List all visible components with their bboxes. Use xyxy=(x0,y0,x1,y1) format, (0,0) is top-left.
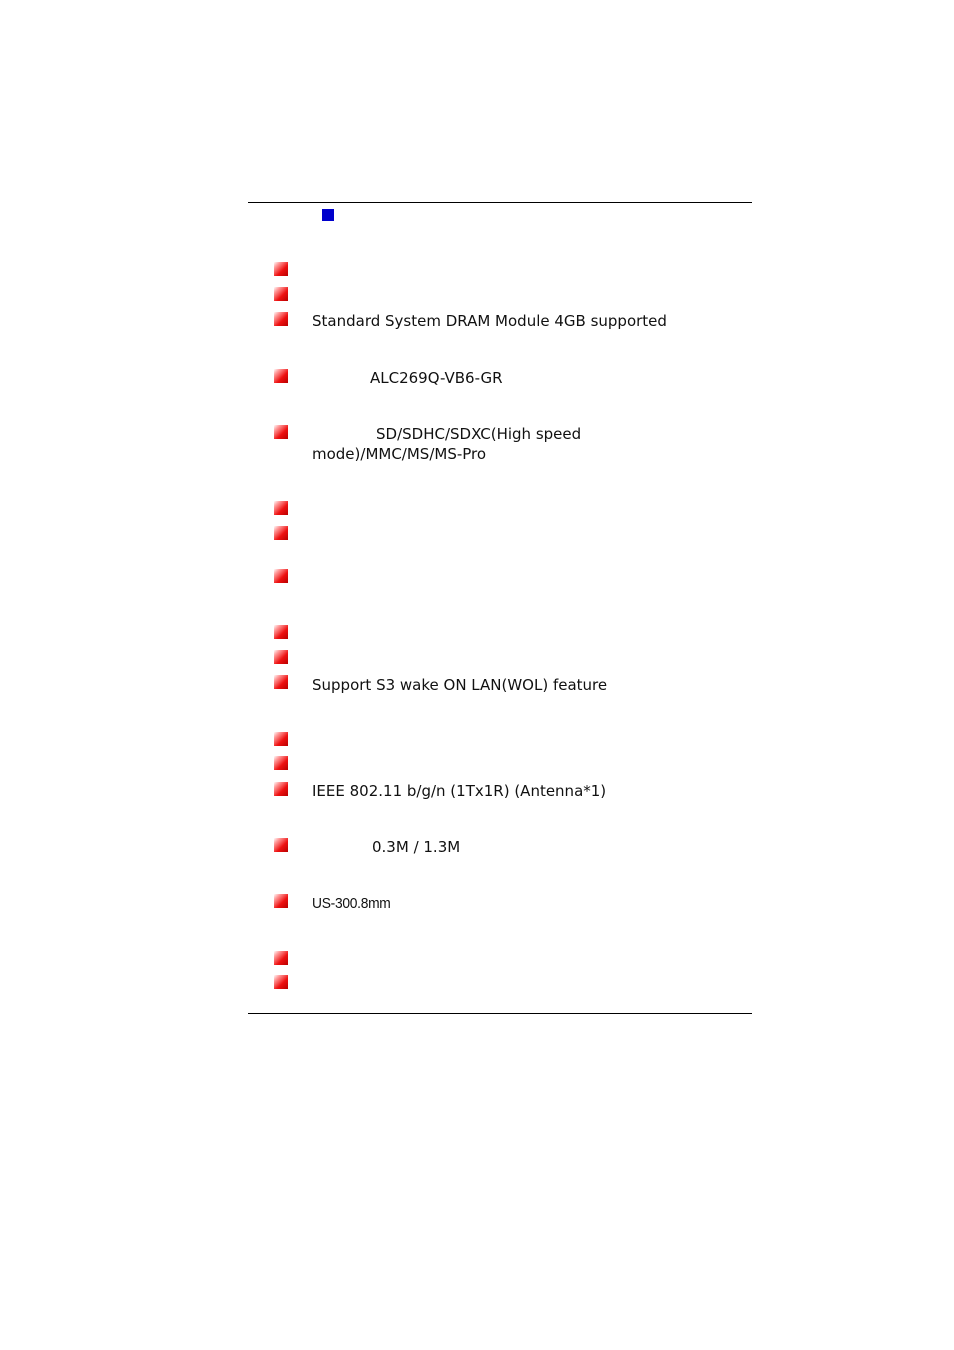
bullet-icon xyxy=(274,975,288,989)
list-item-text: SD/SDHC/SDXC(High speed xyxy=(376,425,582,443)
section-marker-icon xyxy=(322,209,334,221)
bullet-icon xyxy=(274,312,288,326)
list-item-text: Support S3 wake ON LAN(WOL) feature xyxy=(312,676,608,694)
list-item-text: US-300.8mm xyxy=(312,895,391,912)
bullet-icon xyxy=(274,425,288,439)
list-item-text: ALC269Q-VB6-GR xyxy=(370,369,503,387)
bullet-icon xyxy=(274,369,288,383)
bullet-icon xyxy=(274,501,288,515)
bullet-icon xyxy=(274,756,288,770)
bullet-icon xyxy=(274,625,288,639)
bullet-icon xyxy=(274,838,288,852)
bullet-icon xyxy=(274,569,288,583)
list-item-text: Standard System DRAM Module 4GB supported xyxy=(312,312,667,330)
bullet-icon xyxy=(274,675,288,689)
bullet-icon xyxy=(274,650,288,664)
list-item-text: mode)/MMC/MS/MS-Pro xyxy=(312,445,487,463)
bullet-icon xyxy=(274,526,288,540)
bullet-icon xyxy=(274,951,288,965)
list-item-text: IEEE 802.11 b/g/n (1Tx1R) (Antenna*1) xyxy=(312,782,607,800)
bullet-icon xyxy=(274,287,288,301)
top-rule xyxy=(248,202,752,203)
bullet-icon xyxy=(274,262,288,276)
bullet-icon xyxy=(274,782,288,796)
bullet-icon xyxy=(274,732,288,746)
bottom-rule xyxy=(248,1013,752,1014)
bullet-icon xyxy=(274,894,288,908)
list-item-text: 0.3M / 1.3M xyxy=(372,838,461,856)
